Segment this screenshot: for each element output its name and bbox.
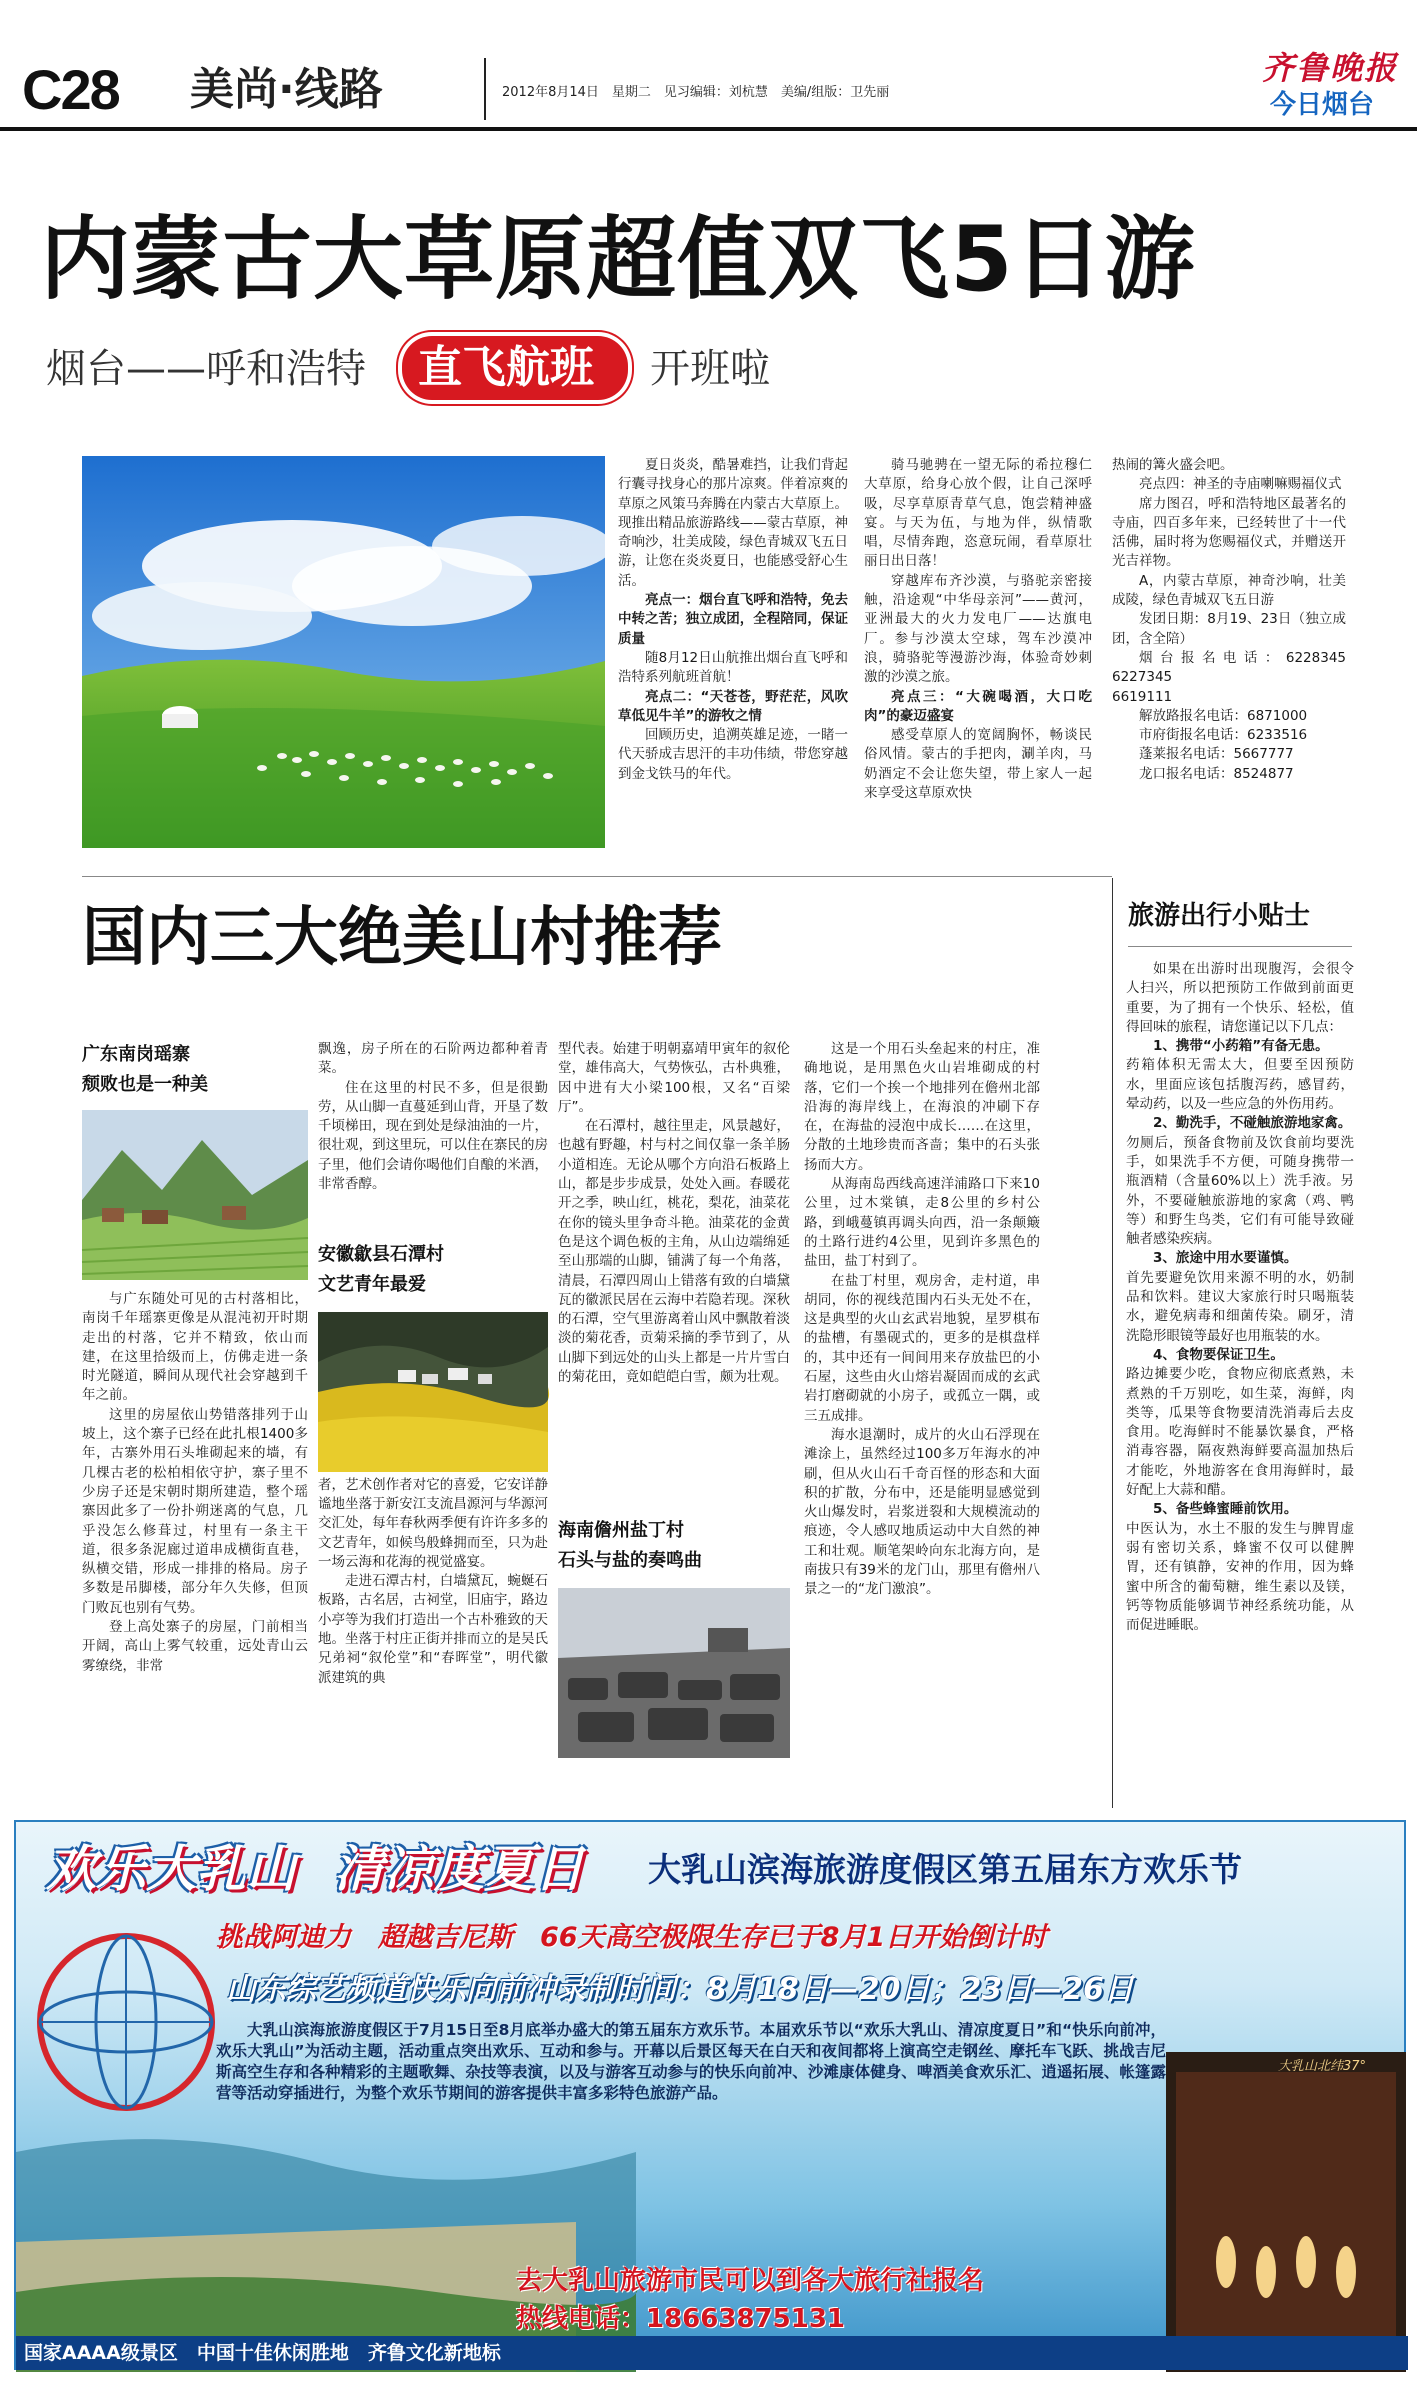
grassland-illustration — [82, 456, 605, 848]
lead-col3-paragraph: 6619111 — [1112, 688, 1173, 705]
lead-col3-paragraph: 烟台报名电话：6228345 6227345 — [1112, 649, 1360, 686]
villages-colD-paragraph: 从海南岛西线高速洋浦路口下来10公里，过木棠镇，走8公里的乡村公路，到峨蔓镇再调头向西，沿一条颠簸的土路行进约4公里，见到许多黑色的盐田，盐丁村到了。 — [804, 1176, 1040, 1270]
ad-slogan-2: 清凉度夏日 — [334, 1840, 584, 1898]
ad-signup-note: 去大乳山旅游市民可以到各大旅行社报名 — [516, 2266, 985, 2296]
villages-headline: 国内三大绝美山村推荐 — [82, 901, 722, 975]
villages-colA-paragraph: 登上高处寨子的房屋，门前相当开阔，高山上雾气较重，远处青山云雾缭绕，非常 — [82, 1619, 308, 1674]
lead-column-3 — [1112, 456, 1360, 866]
lead-column-2 — [864, 456, 1092, 856]
tips-body-paragraph: 4、食物要保证卫生。 — [1153, 1346, 1284, 1363]
ad-line-1: 挑战阿迪力 超越吉尼斯 66天高空极限生存已于8月1日开始倒计时 — [216, 1922, 1048, 1953]
subtitle-tail: 开班啦 — [650, 346, 770, 392]
lead-col3-paragraph: 市府街报名电话：6233516 — [1139, 727, 1308, 744]
tips-title: 旅游出行小贴士 — [1128, 901, 1311, 931]
tips-body-paragraph: 如果在出游时出现腹泻，会很令人扫兴，所以把预防工作做到前面更重要，为了拥有一个快乐、轻松，值得回味的旅程，请您谨记以下几点： — [1126, 961, 1354, 1035]
lead-col1-paragraph: 随8月12日山航推出烟台直飞呼和浩特系列航班首航！ — [618, 649, 848, 686]
edition-name: 今日烟台 — [1270, 90, 1375, 120]
village3-illustration — [558, 1588, 790, 1758]
lead-col3-paragraph: 蓬莱报名电话：5667777 — [1139, 746, 1294, 763]
lead-subtitle — [46, 340, 946, 400]
section-title: 美尚·线路 — [190, 64, 383, 115]
lead-col3-paragraph: A，内蒙古草原，神奇沙响，壮美成陵，绿色青城双飞五日游 — [1112, 572, 1346, 609]
issue-meta: 2012年8月14日 星期二 见习编辑：刘杭慧 美编/组版：卫先丽 — [502, 85, 890, 100]
tips-body-paragraph: 路边摊要少吃，食物应彻底煮熟，未煮熟的千万别吃，如生菜，海鲜，肉类等，瓜果等食物要清洗消毒后去皮食用。吃海鲜时不能暴饮暴食，严格消毒容器，隔夜熟海鲜要高温加热后才能吃，外地游客在食用海鲜时，最好配上大蒜和醋。 — [1126, 1366, 1354, 1499]
villages-colB-paragraph: 飘逸，房子所在的石阶两边都种着青菜。 — [318, 1041, 548, 1077]
village2-caption-line2: 文艺青年最爱 — [318, 1274, 426, 1295]
tips-body-paragraph: 2、勤洗手，不碰触旅游地家禽。 — [1153, 1115, 1352, 1132]
lead-column-1 — [618, 456, 848, 856]
ad-slogan-1: 欢乐大乳山 — [46, 1840, 296, 1898]
lead-col1-paragraph: 夏日炎炎，酷暑难挡，让我们背起行囊寻找身心的那片凉爽。伴着凉爽的草原之风策马奔腾在内蒙古大草原上。现推出精品旅游路线——蒙古草原，神奇响沙，壮美成陵，绿色青城双飞五日游，让您在炎炎夏日，也能感受舒心生活。 — [618, 457, 848, 589]
tips-body — [1126, 960, 1354, 1810]
village1-illustration — [82, 1110, 308, 1280]
tips-body-paragraph: 5、备些蜂蜜睡前饮用。 — [1153, 1501, 1298, 1518]
villages-colA-paragraph: 这里的房屋依山势错落排列于山坡上，这个寨子已经在此扎根1400多年，古寨外用石头堆砌起来的墙，有几棵古老的松柏相依守护，寨子里不少房子还是宋朝时期所建造，整个瑶寨因此多了一份扑朔迷离的气息，几乎没怎么修葺过，村里有一条主干道，很多条泥廊过道串成横街直巷，纵横交错，形成一排排的格局。房子多数是吊脚楼，部分年久失修，但顶门败瓦也别有气势。 — [82, 1406, 308, 1616]
tips-body-paragraph: 中医认为，水土不服的发生与脾胃虚弱有密切关系，蜂蜜不仅可以健脾胃，还有镇静，安神的作用，因为蜂蜜中所含的葡萄糖，维生素以及镁，钙等物质能够调节神经系统功能，从而促进睡眠。 — [1126, 1520, 1354, 1634]
tips-body-paragraph: 3、旅途中用水要谨慎。 — [1153, 1250, 1298, 1267]
lead-col1-paragraph: 亮点二：“天苍苍，野茫茫，风吹草低见牛羊”的游牧之情 — [618, 688, 848, 724]
lead-col1-paragraph: 回顾历史，追溯英雄足迹，一睹一代天骄成吉思汗的丰功伟绩，带您穿越到金戈铁马的年代。 — [618, 727, 848, 782]
villages-colC-paragraph: 型代表。始建于明朝嘉靖甲寅年的叙伦堂，雄伟高大，气势恢弘，古朴典雅，因中进有大小梁100根，又名“百梁厅”。 — [558, 1041, 790, 1115]
ad-line-2: 山东综艺频道快乐向前冲录制时间：8月18日—20日；23日—26日 — [226, 1972, 1134, 2007]
lead-headline: 内蒙古大草原超值双飞5日游 — [40, 207, 1196, 312]
tips-body-paragraph: 药箱体积无需太大，但要至因预防水，里面应该包括腹泻药，感冒药，晕动药，以及一些应急的外伤用药。 — [1126, 1057, 1354, 1113]
village2-illustration — [318, 1312, 548, 1472]
village1-photo — [82, 1110, 308, 1280]
villages-colB-paragraph: 住在这里的村民不多，但是很勤劳，从山脚一直蔓延到山背，开垦了数千顷梯田，现在到处是绿油油的一片，很壮观，到这里玩，可以住在寨民的房子里，他们会请你喝他们自酿的米酒，非常香醇。 — [318, 1079, 548, 1193]
lead-col3-paragraph: 龙口报名电话：8524877 — [1139, 765, 1294, 782]
villages-colD-paragraph: 海水退潮时，成片的火山石浮现在滩涂上，虽然经过100多万年海水的冲刷，但从火山石千奇百怪的形态和大面积的扩散，分布中，还是能明显感觉到火山爆发时，岩浆迸裂和大规模流动的痕迹，令人感叹地质运动中大自然的神工和壮观。顺笔架岭向东北海方向，是南拔只有39米的龙门山，那里有儋州八景之一的“龙门激浪”。 — [804, 1426, 1040, 1598]
masthead — [0, 0, 1417, 130]
village1-caption-line1: 广东南岗瑶寨 — [82, 1044, 190, 1065]
newspaper-logo: 齐鲁晚报 — [1262, 49, 1399, 87]
tips-title-rule — [1128, 946, 1352, 947]
masthead-divider — [484, 58, 486, 120]
villages-colB-paragraph: 走进石潭古村，白墙黛瓦，蜿蜒石板路，古名居，古祠堂，旧庙宇，路边小亭等为我们打造出一个古朴雅致的天地。坐落于村庄正街并排而立的是吴氏兄弟祠“叙伦堂”和“春晖堂”，明代徽派建筑的典 — [318, 1573, 548, 1686]
village3-photo — [558, 1588, 790, 1758]
tips-left-rule — [1112, 878, 1113, 1808]
subtitle-route: 烟台——呼和浩特 — [46, 346, 366, 392]
grassland-photo — [82, 456, 605, 848]
village-column-d — [804, 1040, 1040, 1800]
villages-colC-paragraph: 在石潭村，越往里走，风景越好，也越有野趣，村与村之间仅靠一条羊肠小道相连。无论从哪个方向沿石板路上山，都是步步成景，处处入画。春暖花开之季，映山红，桃花，梨花，油菜花在你的镜头里争奇斗艳。油菜花的金黄色是这个调色板的主角，从山边端绵延至山那端的山脚，铺满了每一个角落，清晨，石潭四周山上错落有致的白墙黛瓦的徽派民居在云海中若隐若现。深秋的石潭，空气里游离着山风中飘散着淡淡的菊花香，贡菊采摘的季节到了，从山脚下到远处的山头上都是一片片雪白的菊花田，竟如皑皑白雪，颇为壮观。 — [558, 1118, 790, 1386]
lead-col2-paragraph: 感受草原人的宽阔胸怀，畅谈民俗风情。蒙古的手把肉，涮羊肉，马奶酒定不会让您失望，带上家人一起来享受这草原欢快 — [864, 727, 1092, 802]
villages-colA-paragraph: 与广东随处可见的古村落相比，南岗千年瑶寨更像是从混沌初开时期走出的村落，它并不精致，依山而建，在这里拾级而上，仿佛走进一条时光隧道，瞬间从现代社会穿越到千年之前。 — [82, 1291, 308, 1404]
lead-col1-paragraph: 亮点一：烟台直飞呼和浩特，免去中转之苦；独立成团，全程陪同，保证质量 — [618, 592, 848, 647]
village3-caption-line2: 石头与盐的奏鸣曲 — [558, 1550, 702, 1571]
village3-caption — [558, 1516, 790, 1576]
page-number: C28 — [22, 58, 119, 121]
lead-bottom-rule — [82, 876, 1112, 877]
lead-col2-paragraph: 亮点三：“大碗喝酒，大口吃肉”的豪迈盛宴 — [864, 688, 1092, 724]
lead-col3-paragraph: 发团日期：8月19、23日（独立成团，含全陪） — [1112, 611, 1346, 647]
village1-caption-line2: 颓败也是一种美 — [82, 1074, 208, 1095]
top-rule — [0, 127, 1417, 131]
tips-body-paragraph: 勿厕后，预备食物前及饮食前均要洗手，如果洗手不方便，可随身携带一瓶酒精（含量60%以上）洗手液。另外，不要碰触旅游地的家禽（鸡、鸭等）和野生鸟类，它们有可能导致碰触者感染疾病。 — [1126, 1134, 1354, 1248]
village2-caption — [318, 1240, 548, 1300]
ad-festival-title: 大乳山滨海旅游度假区第五届东方欢乐节 — [648, 1850, 1242, 1889]
ad-description: 大乳山滨海旅游度假区于7月15日至8月底举办盛大的第五届东方欢乐节。本届欢乐节以“欢乐大乳山、清凉度夏日”和“快乐向前冲，欢乐大乳山”为活动主题，活动重点突出欢乐、互动和参与。开幕以后景区每天在白天和夜间都将上演高空走钢丝、摩托车飞跃、挑战吉尼斯高空生存和各种精彩的主题歌舞、杂技等表演，以及与游客互动参与的快乐向前冲、沙滩康体健身、啤酒美食欢乐汇、逍遥拓展、帐篷露营等活动穿插进行，为整个欢乐节期间的游客提供丰富多彩特色旅游产品。 — [216, 2021, 1166, 2102]
village2-photo — [318, 1312, 548, 1472]
lead-col3-paragraph: 亮点四：神圣的寺庙喇嘛赐福仪式 — [1139, 476, 1342, 493]
lead-col3-paragraph: 热闹的篝火盛会吧。 — [1112, 457, 1234, 473]
tips-body-paragraph: 首先要避免饮用来源不明的水，奶制品和饮料。建议大家旅行时只喝瓶装水，避免病毒和细菌传染。刷牙，清洗隐形眼镜等最好也用瓶装的水。 — [1126, 1269, 1354, 1344]
lead-col2-paragraph: 穿越库布齐沙漠，与骆驼亲密接触，沿途观“中华母亲河”——黄河，亚洲最大的火力发电厂——达旗电厂。参与沙漠太空球，驾车沙漠冲浪，骑骆驼等漫游沙海，体验奇妙刺激的沙漠之旅。 — [864, 572, 1092, 686]
tips-body-paragraph: 1、携带“小药箱”有备无患。 — [1153, 1038, 1329, 1055]
village1-caption — [82, 1040, 302, 1100]
village3-caption-line1: 海南儋州盐丁村 — [558, 1520, 684, 1541]
ad-footer-text: 国家AAAA级景区 中国十佳休闲胜地 齐鲁文化新地标 — [24, 2342, 501, 2364]
advertisement — [14, 1820, 1406, 2370]
village2-caption-line1: 安徽歙县石潭村 — [318, 1244, 444, 1265]
lead-col3-paragraph: 解放路报名电话：6871000 — [1139, 707, 1308, 724]
lead-col3-paragraph: 席力图召，呼和浩特地区最著名的寺庙，四百多年来，已经转世了十一代活佛，届时将为您赐福仪式，并赠送开光吉祥物。 — [1112, 495, 1346, 570]
villages-colB-paragraph: 者，艺术创作者对它的喜爱，它安详静谧地坐落于新安江支流昌源河与华源河交汇处，每年春秋两季便有许许多多的文艺青年，如候鸟般蜂拥而至，只为赴一场云海和花海的视觉盛宴。 — [318, 1476, 548, 1570]
subtitle-badge-text: 直飞航班 — [418, 342, 594, 393]
lead-col2-paragraph: 骑马驰骋在一望无际的希拉穆仁大草原，给身心放个假，让自己深呼吸，尽享草原青草气息，饱尝精神盛宴。与天为伍，与地为伴，纵情歌唱，尽情奔跑，恣意玩闹，看草原壮丽日出日落！ — [864, 457, 1092, 570]
ad-photo-label: 大乳山北纬37° — [1278, 2059, 1367, 2074]
village-column-a — [82, 1290, 308, 1760]
villages-colD-paragraph: 这是一个用石头垒起来的村庄，准确地说，是用黑色火山岩堆砌成的村落，它们一个挨一个地排列在儋州北部沿海的海岸线上，在海浪的冲刷下存在，在海盐的浸泡中成长……在这里，分散的土地珍贵而吝啬；集中的石头张扬而大方。 — [804, 1041, 1040, 1173]
villages-colD-paragraph: 在盐丁村里，观房舍，走村道，串胡同，你的视线范围内石头无处不在，这是典型的火山玄武岩地貌，星罗棋布的盐槽，有墨砚式的，更多的是棋盘样的，其中还有一间间用来存放盐巴的小石屋，这些由火山熔岩凝固而成的玄武岩打磨砌就的小房子，或孤立一隅，或三五成排。 — [804, 1272, 1040, 1424]
ad-hotline: 热线电话：18663875131 — [516, 2304, 845, 2334]
